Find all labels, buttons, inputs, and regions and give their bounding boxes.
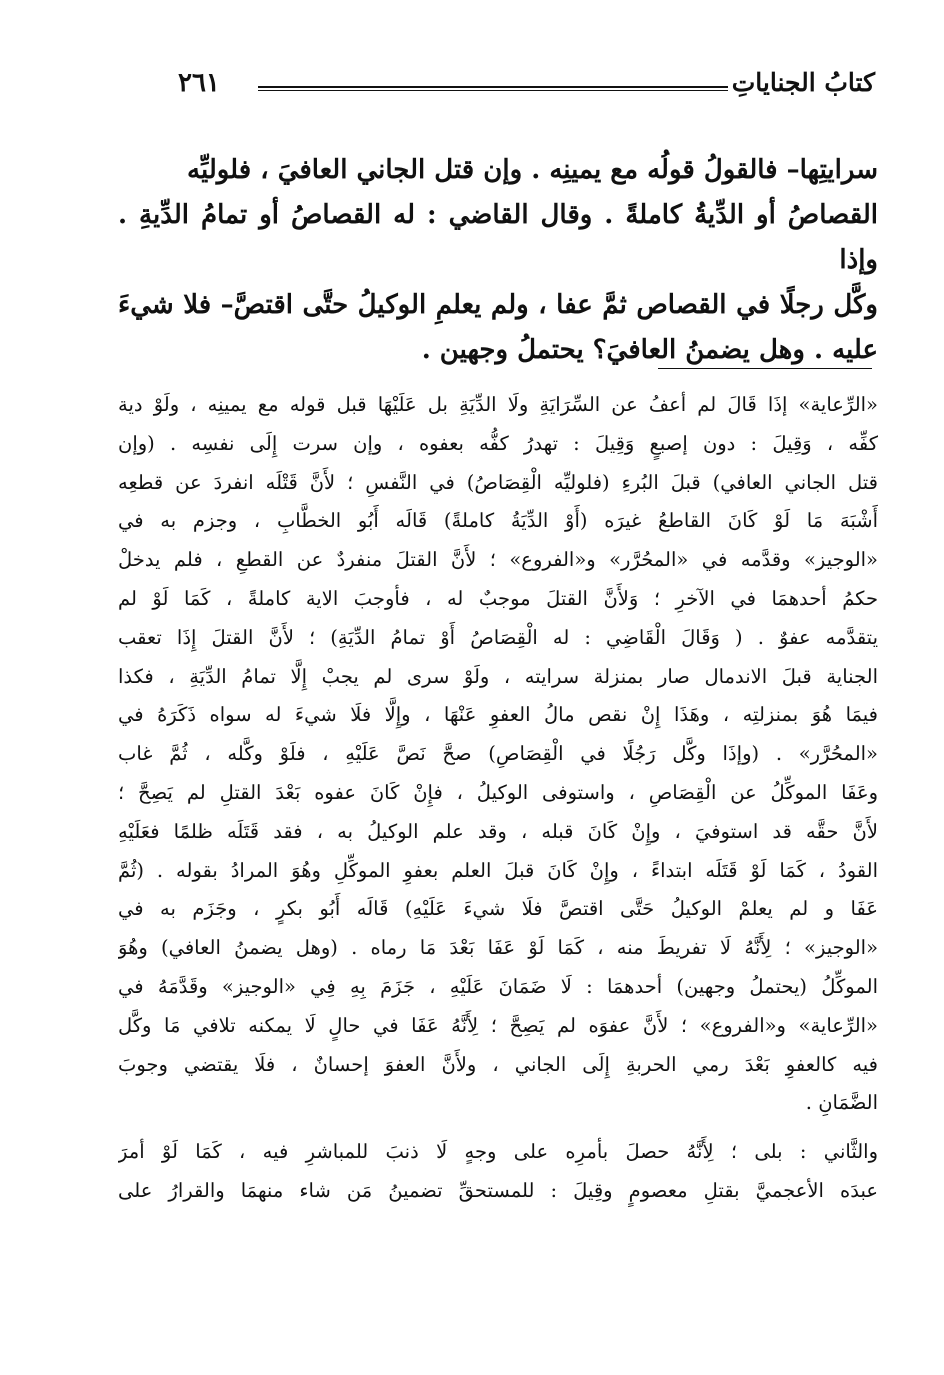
main-text-line: وكَّل رجلًا في القصاص ثمَّ عفا ، ولم يعلمِ الوكيلُ حتَّى اقتصَّ– فلا شيءَ <box>118 290 878 320</box>
footnote-line: أَشْبَهَ مَا لَوْ كَانَ القاطعُ غيرَه (أَوْ الدِّيَةُ كاملةً) قَالَه أَبُو الخطَّابِ ، وجزم به في <box>118 509 878 533</box>
footnote-line: الموكِّلُ (يحتملُ وجهين) أحدهمَا : لَا ضَمَانَ عَلَيْهِ ، جَزَمَ بِهِ فِي «الوجيز» وقَدَّمَهُ في <box>118 974 878 998</box>
main-text <box>118 148 878 373</box>
footnote-line: والثَّاني : بلى ؛ لِأَنَّهُ حصلَ بأمرِه على وجهٍ لَا ذنبَ للمباشرِ فيه ، كَمَا لَوْ أمرَ <box>118 1140 878 1164</box>
page-header <box>160 62 875 110</box>
main-text-line: القصاصُ أو الدِّيةُ كاملةً . وقال القاضي : له القصاصُ أو تمامُ الدِّيةِ . وإذا <box>118 200 878 275</box>
footnote-separator <box>658 368 872 369</box>
main-text-line: سرايتِها– فالقولُ قولُه مع يمينِه . وإن قتل الجاني العافيَ ، فلوليِّه <box>187 155 878 185</box>
book-title: كتابُ الجناياتِ <box>731 68 875 97</box>
footnote-line: «الوجيز» ؛ لِأَنَّهُ لَا تفريطَ منه ، كَمَا لَوْ عَفَا بَعْدَ مَا رماه . (وهل يضمنُ العافي) وهُوَ <box>118 936 878 960</box>
footnote-line: حكمُ أحدهمَا في الآخرِ ؛ وَلأَنَّ القتلَ موجبٌ له ، فأوجبَ الاية كاملةً ، كَمَا لَوْ لم <box>118 586 878 610</box>
footnote-line: عبدَه الأعجميَّ بقتلِ معصومٍ وقِيلَ : للمستحقِّ تضمينُ مَن شاء منهمَا والقرارُ على <box>118 1178 878 1202</box>
footnote-line: «الرِّعاية» و«الفروع» ؛ لأَنَّ عفوَه لم يَصِحَّ ؛ لِأَنَّهُ عَفَا في حالٍ لَا يمكنه تلافي مَا وكَّل <box>118 1013 878 1037</box>
footnote-line: وعَفَا الموكِّلُ عن الْقِصَاصِ ، واستوفى الوكيلُ ، فإِنْ كَانَ عفوه بَعْدَ القتلِ لم يَصِحَّ ؛ <box>118 780 878 804</box>
footnote-line: «الرِّعاية» إذَا قَالَ لم أعفُ عن السِّرَايَةِ ولَا الدِّيَةِ بل عَلَيْهَا قبل قوله مع يمينِه ، ولَوْ دية <box>118 393 878 416</box>
footnote-line: الجناية قبلَ الاندمال صار بمنزلة سرايته ، ولَوْ سرى لم يجبْ إِلَّا تمامُ الدِّيَةِ ، فكذا <box>118 664 878 688</box>
footnote-line: عَفَا و لم يعلمْ الوكيلُ حَتَّى اقتصَّ فلَا شيءَ عَلَيْهِ) قَالَه أَبُو بكرٍ ، وجَزَم به في <box>118 897 878 921</box>
page-number: ٢٦١ <box>178 68 220 98</box>
footnote-line: فيمَا هُوَ بمنزلتِه ، وهَذَا إِنْ نقص مالُ العفوِ عَنْهَا ، وإِلَّا فلَا شيءَ له سواه ذَكَرَهُ في <box>118 703 878 727</box>
footnote-line: «الوجيز» وقدَّمه في «المحُرَّر» و«الفروع» ؛ لأَنَّ القتلَ منفردٌ عن القطعِ ، فلم يدخلْ <box>118 548 878 572</box>
footnote-line: «المحُرَّر» . (وإذَا وكَّل رَجُلًا في الْقِصَاصِ) صحَّ نَصَّ عَلَيْهِ ، فلَوْ وكَّله ، ثُمَّ غاب <box>118 742 878 766</box>
footnote-line: فيه كالعفوِ بَعْدَ رمي الحربةِ إِلَى الجاني ، ولأَنَّ العفوَ إحسانٌ ، فلَا يقتضي وجوبَ <box>118 1052 878 1076</box>
header-rule <box>258 86 728 91</box>
footnote-line: كفِّه ، وَقِيلَ : دون إصبعٍ وَقِيلَ : تهدرُ كفُّه بعفوه ، وإن سرت إِلَى نفسِه . (وإن <box>118 431 878 455</box>
footnote-line: الضَّمَانِ . <box>805 1091 878 1115</box>
footnote-line: القودُ ، كَمَا لَوْ قَتَلَه ابتداءً ، وإِنْ كَانَ قبلَ العلم بعفوِ الموكِّلِ وهُوَ المرادُ بقوله . (ثُمَّ <box>118 858 878 882</box>
paragraph-gap <box>118 1123 878 1133</box>
footnote-line: قتل الجاني العافي) قبلَ البُرءِ (فلوليِّه الْقِصَاصُ) في النَّفسِ ؛ لأَنَّ قَتْلَه انفردَ عن قطعِه <box>118 470 878 494</box>
footnotes <box>118 386 878 1211</box>
footnote-line: يتقدَّمه عفوٌ . ( وَقَالَ الْقَاضِي : له الْقِصَاصُ أَوْ تمامُ الدِّيَةِ) ؛ لأَنَّ القتلَ إِذَا تعقب <box>118 625 878 649</box>
footnote-line: لأَنَّ حقَّه قد استوفيَ ، وإِنْ كَانَ قبله ، وقد علم الوكيلُ به ، فقد قَتَلَه ظلمًا فعَلَيْهِ <box>118 819 878 843</box>
main-text-line: عليه . وهل يضمنُ العافيَ؟ يحتملُ وجهين . <box>421 335 878 365</box>
